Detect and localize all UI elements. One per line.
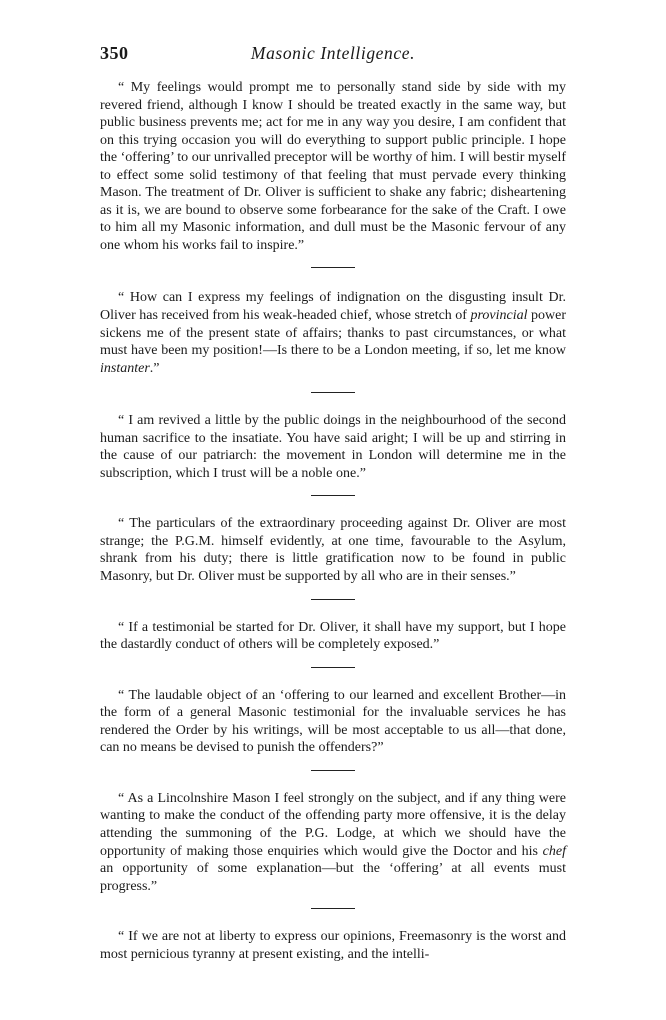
section-divider <box>311 667 355 668</box>
section-divider <box>311 495 355 496</box>
letter-excerpt: “ If a testimonial be started for Dr. Oliver, it shall have my support, but I hope the dastardly conduct of others will be completely exposed.” <box>100 619 566 653</box>
letter-excerpt: “ The particulars of the extraordinary proceeding against Dr. Oliver are most strange; the P.G.M. himself evidently, at one time, favourable to the Asylum, shrank from his duty; there is little gratification now to be found in public Masonry, but Dr. Oliver must be supported by all who are in their senses.” <box>100 516 566 585</box>
section-divider <box>311 599 355 600</box>
running-title: Masonic Intelligence. <box>250 43 416 63</box>
book-page <box>100 0 566 963</box>
section-divider <box>311 770 355 771</box>
letter-excerpt: “ The laudable object of an ‘offering to our learned and excellent Brother—in the form of a general Masonic testimonial for the invaluable services he has rendered the Order by his writings, will be most acceptable to us all—that done, can no means be devised to punish the offenders?” <box>100 687 566 756</box>
section-divider <box>311 267 355 268</box>
letter-excerpt: “ My feelings would prompt me to personally stand side by side with my revered friend, although I know I should be treated exactly in the same way, but public business prevents me; act for me in any way you desire, I am confident that on this trying occasion you will do everything to support public principle. I hope the ‘offering’ to our unrivalled preceptor will be worthy of him. I will bestir myself to effect some solid testimony of that feeling that must pervade every thinking Mason. The treatment of Dr. Oliver is sufficient to shake any fabric; disheartening as it is, we are bound to observe some forbearance for the sake of the Craft. I owe to him all my Masonic information, and dull must be the Masonic fervour of any one whom his works fail to inspire.” <box>100 80 566 253</box>
page-number: 350 <box>100 43 129 63</box>
page-header <box>100 43 566 73</box>
letter-excerpt: “ If we are not at liberty to express our opinions, Freemasonry is the worst and most pernicious tyranny at present existing, and the intelli- <box>100 929 566 962</box>
letter-excerpt: “ I am revived a little by the public doings in the neighbourhood of the second human sacrifice to the insatiate. You have said aright; I will be up and stirring in the cause of our patriarch: the movement in London will determine me in the subscription, which I trust will be a noble one.” <box>100 413 566 481</box>
section-divider <box>311 908 355 909</box>
letter-excerpt: “ As a Lincolnshire Mason I feel strongly on the subject, and if any thing were wanting to make the conduct of the offending party more offensive, it is the delay attending the summoning of the P.G. Lodge, at which we should have the opportunity of making those enquiries which would give the Doctor and his chef an opportunity of some explanation—but the ‘offering’ at all events must progress.” <box>100 790 566 894</box>
letter-excerpt: “ How can I express my feelings of indignation on the disgusting insult Dr. Oliver has received from his weak-headed chief, whose stretch of provincial power sickens me of the present state of affairs; thanks to past circumstances, or what must have been my position!—Is there to be a London meeting, if so, let me know instanter.” <box>100 290 566 376</box>
section-divider <box>311 392 355 393</box>
